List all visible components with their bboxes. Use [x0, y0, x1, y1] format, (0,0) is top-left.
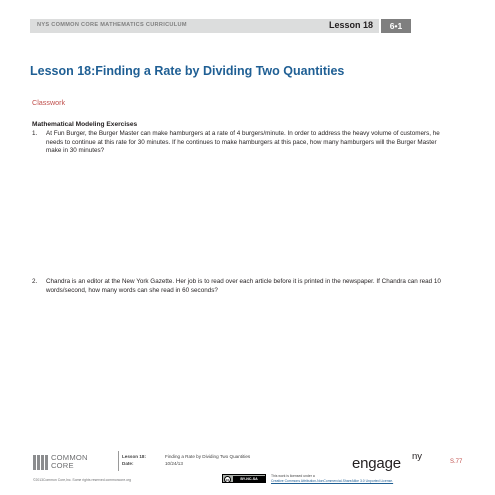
exercise-text: Chandra is an editor at the New York Gazette. Her job is to read over each article before it is printed in the newspaper. If Chandra can read 10 words/second, how many words can she read in 60 seconds?: [46, 278, 441, 294]
exercise-number: 1.: [32, 130, 38, 137]
classwork-heading: Classwork: [32, 98, 66, 107]
grade-badge: 6•1: [381, 19, 411, 33]
copyright-text: ©2013Common Core,Inc. Some rights reserved.commoncore.org: [33, 478, 132, 482]
exercise-1: [32, 130, 442, 156]
page-header: [30, 19, 466, 33]
footer-lesson-label: Lesson 18:: [122, 454, 146, 459]
exercise-text: At Fun Burger, the Burger Master can make hamburgers at a rate of 4 burgers/minute. In order to address the heavy volume of customers, he needs to continue at this rate for 30 minutes. If he continues to make hamburgers at this pace, how many hamburgers will the Burger Master make in 30 minutes?: [46, 130, 440, 155]
common-core-logo: [33, 455, 113, 473]
footer-divider: [118, 451, 119, 471]
logo-text: [51, 454, 88, 469]
logo-line-1: COMMON: [51, 453, 88, 462]
exercise-number: 2.: [32, 278, 38, 285]
page-title: Lesson 18:Finding a Rate by Dividing Two Quantities: [30, 64, 345, 78]
exercise-2: [32, 278, 442, 295]
cc-license-label: BY-NC-SA: [233, 476, 265, 482]
footer-lesson-value: Finding a Rate by Dividing Two Quantities: [165, 454, 251, 459]
logo-line-2: CORE: [51, 460, 74, 470]
cc-license-badge[interactable]: [222, 474, 266, 483]
license-link[interactable]: Creative Commons Attribution-NonCommercial-ShareAlike 3.0 Unported License.: [271, 479, 394, 483]
cc-icon: cc: [225, 477, 230, 482]
engageny-logo: engage: [352, 455, 401, 472]
page-number: S.77: [450, 459, 463, 465]
header-lesson-label: Lesson 18: [328, 20, 373, 30]
footer-date-value: 10/24/13: [165, 461, 183, 466]
license-text: This work is licensed under a: [271, 474, 315, 478]
engageny-logo-sup: ny: [412, 451, 423, 462]
logo-bars-icon: [33, 455, 48, 470]
section-heading: Mathematical Modeling Exercises: [32, 121, 138, 128]
header-band: [30, 19, 379, 33]
footer-date-label: Date:: [122, 461, 134, 466]
curriculum-label: NYS COMMON CORE MATHEMATICS CURRICULUM: [37, 22, 187, 28]
